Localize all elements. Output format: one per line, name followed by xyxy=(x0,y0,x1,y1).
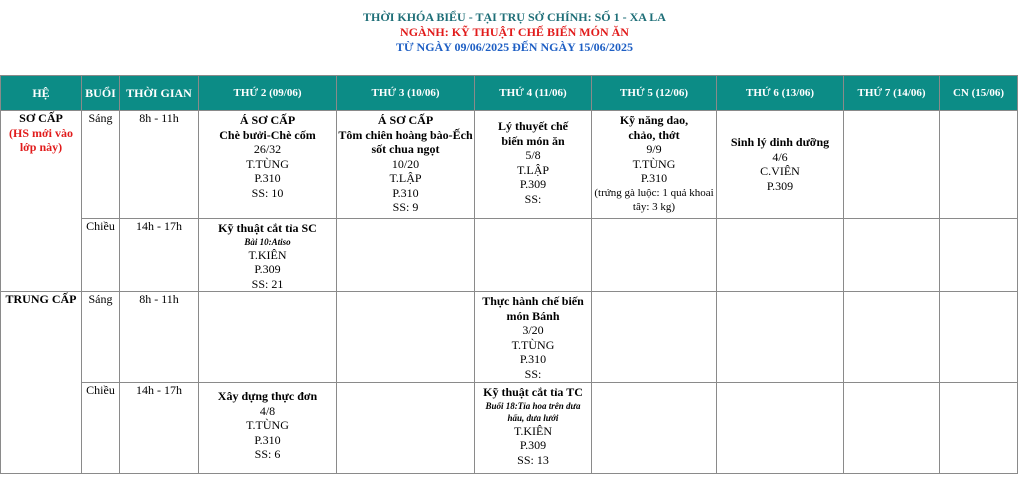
timetable xyxy=(0,75,1018,474)
class-room: P.310 xyxy=(640,171,668,185)
class-size: SS: 6 xyxy=(254,447,281,461)
class-cell[interactable] xyxy=(199,383,337,474)
class-teacher: T.TÙNG xyxy=(246,418,289,432)
empty-cell xyxy=(337,383,475,474)
col-wed: THỨ 4 (11/06) xyxy=(475,76,592,111)
class-progress: 3/20 xyxy=(522,323,544,337)
empty-cell xyxy=(844,383,940,474)
empty-cell xyxy=(592,292,717,383)
col-buoi: BUỔI xyxy=(82,76,120,111)
class-cell[interactable] xyxy=(337,111,475,219)
session-label: Sáng xyxy=(82,292,120,383)
class-subject: Kỹ thuật cắt tỉa TC xyxy=(483,385,583,399)
class-teacher: T.KIÊN xyxy=(248,247,287,262)
empty-cell xyxy=(940,111,1018,219)
schedule-title: THỜI KHÓA BIỂU - TẠI TRỤ SỞ CHÍNH: SỐ 1 - XA LA xyxy=(363,10,666,24)
empty-cell xyxy=(475,219,592,292)
empty-cell xyxy=(844,111,940,219)
class-room: P.309 xyxy=(519,177,547,191)
class-cell[interactable] xyxy=(475,292,592,383)
class-progress: 5/8 xyxy=(525,148,541,162)
class-progress: 4/8 xyxy=(259,403,276,418)
class-room: P.310 xyxy=(254,432,281,447)
empty-cell xyxy=(199,292,337,383)
level-label: TRUNG CẤP xyxy=(5,292,77,306)
schedule-header xyxy=(0,10,1029,55)
class-lesson: Bài 10:Atiso xyxy=(244,236,291,247)
class-progress: 26/32 xyxy=(253,142,282,156)
empty-cell xyxy=(592,383,717,474)
session-label: Sáng xyxy=(82,111,120,219)
class-teacher: T.LẬP xyxy=(389,171,422,185)
class-size: SS: 9 xyxy=(392,200,419,214)
class-level: Á SƠ CẤP xyxy=(377,113,434,127)
class-room: P.310 xyxy=(392,185,419,200)
major-title: NGÀNH: KỸ THUẬT CHẾ BIẾN MÓN ĂN xyxy=(400,25,629,39)
empty-cell xyxy=(844,219,940,292)
col-sun: CN (15/06) xyxy=(940,76,1018,111)
empty-cell xyxy=(940,292,1018,383)
session-time: 14h - 17h xyxy=(120,219,199,292)
class-teacher: T.TÙNG xyxy=(246,156,289,171)
class-cell[interactable] xyxy=(199,219,337,292)
class-cell[interactable] xyxy=(475,111,592,219)
class-room: P.309 xyxy=(766,178,794,193)
session-time: 14h - 17h xyxy=(120,383,199,474)
class-progress: 10/20 xyxy=(391,156,420,171)
session-time: 8h - 11h xyxy=(120,292,199,383)
class-room: P.309 xyxy=(254,262,281,276)
header-row xyxy=(1,76,1018,111)
session-time: 8h - 11h xyxy=(120,111,199,219)
class-room: P.310 xyxy=(254,171,281,185)
class-note: (trứng gà luộc: 1 quả khoai tây: 3 kg) xyxy=(594,186,714,213)
table-row xyxy=(1,219,1018,292)
class-size: SS: xyxy=(524,366,542,381)
empty-cell xyxy=(940,383,1018,474)
class-subject: Kỹ thuật cắt tỉa SC xyxy=(218,221,317,235)
session-label: Chiều xyxy=(82,383,120,474)
class-level: Á SƠ CẤP xyxy=(239,113,296,127)
level-note: (HS mới vào lớp này) xyxy=(9,125,73,154)
empty-cell xyxy=(592,219,717,292)
class-teacher: T.TÙNG xyxy=(511,337,555,352)
class-cell[interactable] xyxy=(717,111,844,219)
level-label: SƠ CẤP xyxy=(19,111,63,125)
col-he: HỆ xyxy=(1,76,82,111)
class-subject: Kỹ năng dao, chảo, thớt xyxy=(619,113,689,142)
class-cell[interactable] xyxy=(475,383,592,474)
class-subject: Thực hành chế biến món Bánh xyxy=(482,294,584,323)
class-size: SS: xyxy=(524,191,542,206)
col-mon: THỨ 2 (09/06) xyxy=(199,76,337,111)
empty-cell xyxy=(337,292,475,383)
class-subject: Sinh lý dinh dưỡng xyxy=(730,135,830,149)
empty-cell xyxy=(940,219,1018,292)
empty-cell xyxy=(717,292,844,383)
class-subject: Lý thuyết chế biến món ăn xyxy=(498,119,568,148)
class-size: SS: 10 xyxy=(251,185,284,200)
class-subject: Chè bưởi-Chè cốm xyxy=(219,127,316,142)
class-cell[interactable] xyxy=(592,111,717,219)
class-size: SS: 13 xyxy=(517,452,549,467)
level-trungcap xyxy=(1,292,82,474)
empty-cell xyxy=(844,292,940,383)
date-range: TỪ NGÀY 09/06/2025 ĐẾN NGÀY 15/06/2025 xyxy=(396,40,633,54)
class-teacher: T.LẬP xyxy=(516,162,550,177)
empty-cell xyxy=(337,219,475,292)
empty-cell xyxy=(717,219,844,292)
class-progress: 9/9 xyxy=(646,142,662,156)
session-label: Chiều xyxy=(82,219,120,292)
class-progress: 4/6 xyxy=(772,149,788,164)
col-thoigian: THỜI GIAN xyxy=(120,76,199,111)
col-tue: THỨ 3 (10/06) xyxy=(337,76,475,111)
class-room: P.310 xyxy=(519,352,547,366)
class-subject: Xây dựng thực đơn xyxy=(217,389,318,403)
class-lesson: Buổi 18:Tỉa hoa trên dưa hấu, dưa lưới xyxy=(485,400,581,423)
class-room: P.309 xyxy=(519,438,547,452)
table-row xyxy=(1,292,1018,383)
class-teacher: T.KIÊN xyxy=(513,423,553,438)
empty-cell xyxy=(717,383,844,474)
col-sat: THỨ 7 (14/06) xyxy=(844,76,940,111)
level-socap xyxy=(1,111,82,292)
col-thu: THỨ 5 (12/06) xyxy=(592,76,717,111)
col-fri: THỨ 6 (13/06) xyxy=(717,76,844,111)
class-subject: Tôm chiên hoàng bào-Ếch sốt chua ngọt xyxy=(338,127,473,156)
table-row xyxy=(1,383,1018,474)
class-size: SS: 21 xyxy=(251,276,284,291)
class-cell[interactable] xyxy=(199,111,337,219)
table-row xyxy=(1,111,1018,219)
class-teacher: T.TÙNG xyxy=(632,156,676,171)
class-teacher: C.VIÊN xyxy=(760,164,800,178)
